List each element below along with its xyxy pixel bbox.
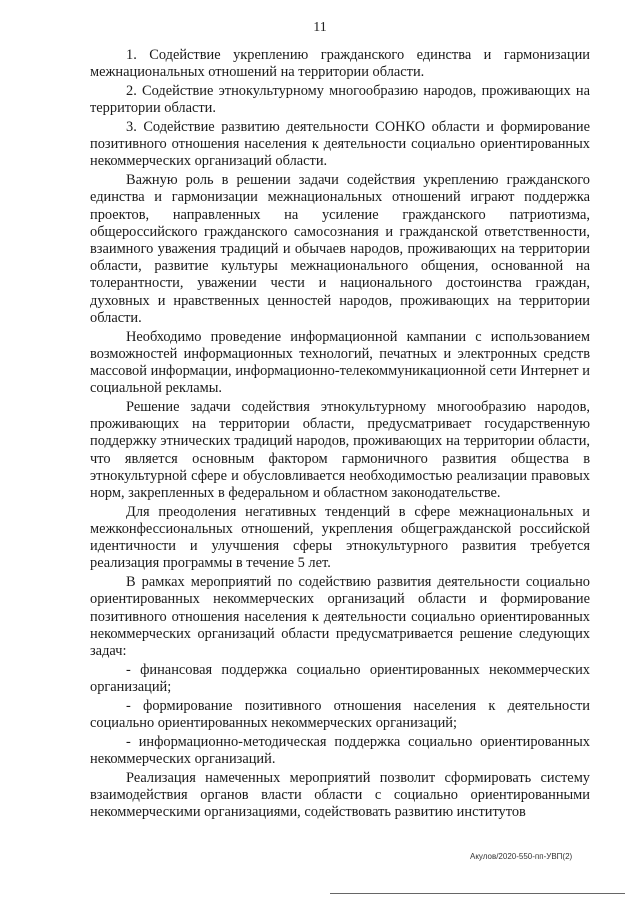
- page-number: 11: [313, 20, 327, 35]
- paragraph: 2. Содействие этнокультурному многообразию народов, проживающих на территории области.: [90, 83, 590, 117]
- paragraph: Реализация намеченных мероприятий позволит сформировать систему взаимодействия органов власти области с социально ориентированными некоммерческими организациями, содействовать развитию институтов: [90, 769, 590, 821]
- paragraph: Необходимо проведение информационной кампании с использованием возможностей информационных технологий, печатных и электронных средств массовой информации, информационно-телекоммуникационной сети Интернет и социальной рекламы.: [90, 328, 590, 397]
- list-item: - формирование позитивного отношения населения к деятельности социально ориентированных некоммерческих организаций;: [90, 697, 590, 732]
- document-code: Акулов/2020-550-пп-УВП(2): [470, 852, 573, 861]
- list-item: - финансовая поддержка социально ориентированных некоммерческих организаций;: [90, 661, 590, 696]
- list-item: - информационно-методическая поддержка социально ориентированных некоммерческих организаций.: [90, 733, 590, 768]
- paragraph: Решение задачи содействия этнокультурному многообразию народов, проживающих на территории области, предусматривает государственную поддержку этнических традиций народов, проживающих на территории области, что является основным фактором гармоничного развития общества в этнокультурной сфере и обусловливается необходимостью реализации правовых норм, закрепленных в федеральном и областном законодательстве.: [90, 399, 590, 502]
- body-text: [90, 47, 590, 823]
- footer-divider: [330, 893, 625, 894]
- paragraph: 3. Содействие развитию деятельности СОНКО области и формирование позитивного отношения населения к деятельности социально ориентированных некоммерческих организаций области.: [90, 119, 590, 170]
- paragraph: Важную роль в решении задачи содействия укреплению гражданского единства и гармонизации межнациональных отношений играют поддержка проектов, направленных на усиление гражданского патриотизма, общероссийского гражданского самосознания и гражданской ответственности, взаимного уважения традиций и обычаев народов, проживающих на территории области, развитие культуры межнационального общения, основанной на толерантности, уважении чести и национального достоинства граждан, духовных и нравственных ценностей народов, проживающих на территории области.: [90, 172, 590, 326]
- paragraph: 1. Содействие укреплению гражданского единства и гармонизации межнациональных отношений на территории области.: [90, 47, 590, 81]
- paragraph: Для преодоления негативных тенденций в сфере межнациональных и межконфессиональных отношений, укрепления общегражданской российской идентичности и улучшения сферы этнокультурного развития требуется реализация программы в течение 5 лет.: [90, 503, 590, 572]
- paragraph: В рамках мероприятий по содействию развития деятельности социально ориентированных некоммерческих организаций области и формирование позитивного отношения населения к деятельности социально ориентированных некоммерческих организаций области предусматривается решение следующих задач:: [90, 574, 590, 660]
